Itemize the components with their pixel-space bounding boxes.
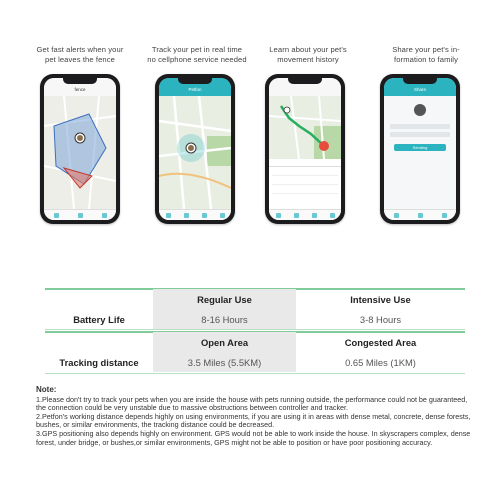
battery-table-bottom-line bbox=[45, 329, 465, 330]
share-tabbar bbox=[384, 209, 456, 220]
history-map-graphic bbox=[269, 96, 341, 159]
share-field-1 bbox=[390, 124, 450, 129]
battery-row-label: Battery Life bbox=[73, 313, 125, 325]
caption-realtime-line2: no cellphone service needed bbox=[147, 55, 247, 64]
tracking-table-corner bbox=[45, 332, 153, 352]
note-1: 1.Please don't try to track your pets when you are inside the house with pets running outside, the performance could not be guaranteed, the connection could be very unstable due to massive obstructions between controller and tracker. bbox=[36, 394, 468, 413]
tracking-row-label: Tracking distance bbox=[59, 356, 139, 368]
phone-history bbox=[265, 74, 345, 224]
notch bbox=[178, 78, 212, 84]
fence-tabbar bbox=[44, 209, 116, 220]
battery-value-intensive: 3-8 Hours bbox=[359, 313, 402, 325]
phone-realtime-screen bbox=[159, 78, 231, 220]
battery-header-intensive: Intensive Use bbox=[350, 293, 411, 305]
caption-history bbox=[253, 45, 363, 65]
note-3: 3.GPS positioning also depends highly on environment. GPS would not be able to work inside the house. In skyscrapers complex, dense forest, under bridge, or bushes,or similar environments, GPS might not be able to position or have poor positioning accuracy. bbox=[36, 428, 471, 447]
battery-table-corner bbox=[45, 289, 153, 309]
caption-share bbox=[371, 45, 481, 65]
tracking-header-congested: Congested Area bbox=[344, 336, 417, 348]
caption-realtime-line1: Track your pet in real time bbox=[151, 45, 243, 54]
notes-section bbox=[36, 386, 476, 447]
caption-alerts-line2: pet leaves the fence bbox=[45, 55, 115, 64]
phone-fence bbox=[40, 74, 120, 224]
fence-map bbox=[44, 96, 116, 209]
realtime-tabbar bbox=[159, 209, 231, 220]
share-field-2 bbox=[390, 132, 450, 137]
phone-history-screen bbox=[269, 78, 341, 220]
tracking-value-congested: 0.65 Miles (1KM) bbox=[345, 356, 416, 368]
history-tabbar bbox=[269, 209, 341, 220]
history-activity-panel bbox=[269, 159, 341, 209]
caption-history-line2: movement history bbox=[277, 55, 339, 64]
notch bbox=[63, 78, 97, 84]
caption-share-line1: Share your pet's in- bbox=[392, 45, 460, 54]
caption-realtime bbox=[142, 45, 252, 65]
share-appbar: Share bbox=[384, 78, 456, 96]
battery-header-regular: Regular Use bbox=[153, 289, 296, 309]
notch bbox=[288, 78, 322, 84]
caption-share-line2: formation to family bbox=[394, 55, 458, 64]
note-2: 2.Petfon's working distance depends highly on using environments, if you are using it in areas with dense metal, concrete, dense forests, bushes, or similar environments, the tracking distance could be decreased. bbox=[36, 411, 471, 430]
realtime-map-graphic bbox=[159, 96, 231, 209]
phone-share-screen bbox=[384, 78, 456, 220]
caption-alerts-line1: Get fast alerts when your bbox=[36, 45, 124, 54]
caption-alerts bbox=[25, 45, 135, 65]
phone-fence-screen bbox=[44, 78, 116, 220]
tracking-header-open: Open Area bbox=[153, 332, 296, 352]
realtime-appbar: Petfon bbox=[159, 78, 231, 96]
tracking-table bbox=[45, 332, 465, 372]
tracking-table-bottom-line bbox=[45, 373, 465, 374]
share-send-button[interactable]: Sending bbox=[394, 144, 446, 151]
tracking-value-open: 3.5 Miles (5.5KM) bbox=[153, 352, 296, 372]
caption-history-line1: Learn about your pet's bbox=[269, 45, 347, 54]
share-avatar bbox=[414, 104, 426, 116]
fence-map-graphic bbox=[44, 96, 116, 209]
realtime-map bbox=[159, 96, 231, 209]
phone-share bbox=[380, 74, 460, 224]
phone-realtime bbox=[155, 74, 235, 224]
notes-title: Note: bbox=[36, 385, 57, 394]
fence-appbar: fence bbox=[44, 78, 116, 96]
battery-table bbox=[45, 289, 465, 329]
notch bbox=[403, 78, 437, 84]
battery-value-regular: 8-16 Hours bbox=[153, 309, 296, 329]
